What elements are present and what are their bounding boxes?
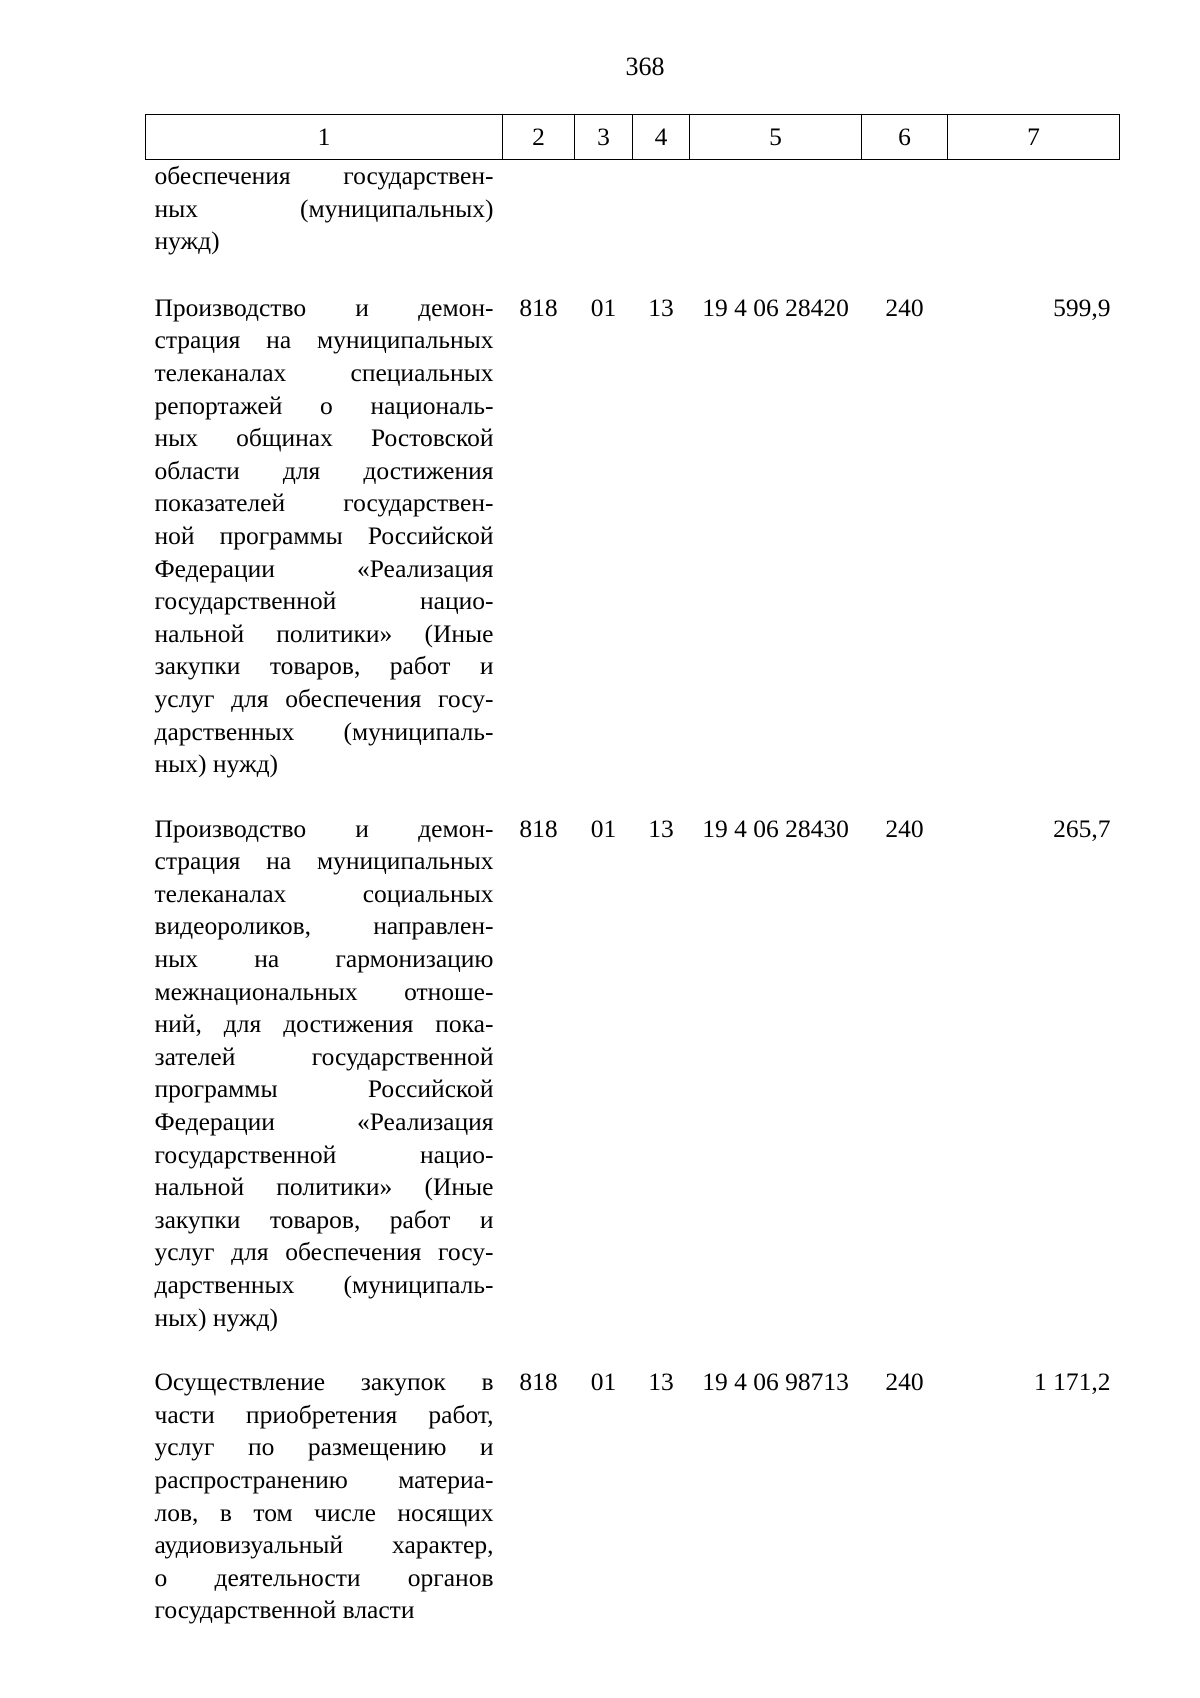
- subsection-code: 13: [648, 1367, 674, 1397]
- description-line: закупки товаров, работ и: [154, 1204, 494, 1234]
- description-line: распространению материа-: [154, 1464, 494, 1494]
- header-col-3: 3: [575, 115, 633, 160]
- description-line: Федерации «Реализация: [154, 553, 494, 583]
- description-line: услуг для обеспечения госу-: [154, 1237, 494, 1267]
- description-line: зателей государственной: [154, 1041, 494, 1071]
- section-code: 01: [590, 813, 617, 843]
- description-line: государственной власти: [154, 1595, 415, 1625]
- description-line: видеороликов, направлен-: [154, 911, 494, 941]
- expense-type-code: [862, 160, 948, 280]
- header-row: [146, 115, 1120, 160]
- subsection-code: 13: [648, 813, 674, 843]
- description-line: дарственных (муниципаль-: [154, 1270, 494, 1299]
- table-body: [146, 160, 1120, 1647]
- target-article-code: 19 4 06 28420: [702, 292, 849, 322]
- table-row: [146, 160, 1120, 280]
- subsection-code: [633, 160, 690, 280]
- row-description: [146, 801, 503, 1355]
- description-line: телеканалах специальных: [154, 357, 494, 387]
- expense-type-code: 240: [885, 292, 924, 322]
- section-code: [575, 160, 633, 280]
- description-line: услуг для обеспечения госу-: [154, 683, 494, 713]
- description-line: Федерации «Реализация: [154, 1107, 494, 1137]
- ministry-code: [503, 160, 575, 280]
- amount-value: 1 171,2: [1034, 1367, 1111, 1397]
- header-col-1: 1: [146, 115, 503, 160]
- description-line: нальной политики» (Иные: [154, 618, 494, 648]
- description-line: показателей государствен-: [154, 488, 494, 518]
- description-line: ных на гармонизацию: [154, 944, 494, 974]
- description-line: области для достижения: [154, 455, 494, 485]
- section-code: 01: [590, 1367, 617, 1397]
- amount-value: [948, 160, 1120, 280]
- description-line: страция на муниципальных: [154, 325, 494, 355]
- description-line: нужд): [154, 226, 220, 256]
- description-line: Осуществление закупок в: [154, 1367, 494, 1397]
- description-line: ной программы Российской: [154, 520, 494, 550]
- description-line: аудиовизуальный характер,: [154, 1530, 494, 1560]
- description-line: лов, в том числе носящих: [154, 1497, 494, 1527]
- target-article-code: 19 4 06 98713: [702, 1367, 849, 1397]
- description-line: программы Российской: [154, 1074, 494, 1104]
- expense-type-code: 240: [885, 813, 924, 843]
- target-article-code: [690, 160, 862, 280]
- amount-value: 599,9: [1053, 292, 1111, 322]
- description-line: нальной политики» (Иные: [154, 1172, 494, 1202]
- ministry-code: 818: [519, 292, 558, 322]
- row-description: [146, 160, 503, 280]
- table-row: [146, 280, 1120, 801]
- description-line: о деятельности органов: [154, 1562, 494, 1592]
- description-line: репортажей о националь-: [154, 390, 494, 420]
- description-line: закупки товаров, работ и: [154, 651, 494, 681]
- description-line: части приобретения работ,: [154, 1399, 494, 1429]
- ministry-code: 818: [519, 813, 558, 843]
- table-row: [146, 1354, 1120, 1647]
- page-number: 368: [625, 52, 665, 81]
- description-line: ных) нужд): [154, 749, 279, 779]
- description-line: ных общинах Ростовской: [154, 423, 494, 453]
- header-col-4: 4: [633, 115, 690, 160]
- description-line: услуг по размещению и: [154, 1432, 494, 1462]
- table-row: [146, 801, 1120, 1355]
- section-code: 01: [590, 292, 617, 322]
- description-line: телеканалах социальных: [154, 878, 494, 908]
- description-line: ных (муниципальных): [154, 193, 494, 223]
- table-header: [146, 115, 1120, 160]
- expense-type-code: 240: [885, 1367, 924, 1397]
- amount-value: 265,7: [1053, 813, 1111, 843]
- row-description: [146, 1354, 503, 1647]
- budget-table: [145, 114, 1120, 1647]
- description-line: ных) нужд): [154, 1302, 279, 1332]
- description-line: Производство и демон-: [154, 292, 494, 322]
- header-col-5: 5: [690, 115, 862, 160]
- description-line: межнациональных отноше-: [154, 976, 494, 1006]
- header-col-2: 2: [503, 115, 575, 160]
- ministry-code: 818: [519, 1367, 558, 1397]
- description-line: государственной нацио-: [154, 1139, 494, 1169]
- description-line: Производство и демон-: [154, 813, 494, 843]
- row-description: [146, 280, 503, 801]
- header-col-7: 7: [948, 115, 1120, 160]
- subsection-code: 13: [648, 292, 674, 322]
- description-line: страция на муниципальных: [154, 846, 494, 876]
- description-line: обеспечения государствен-: [154, 161, 494, 190]
- target-article-code: 19 4 06 28430: [702, 813, 849, 843]
- description-line: государственной нацио-: [154, 586, 494, 616]
- description-line: ний, для достижения пока-: [154, 1009, 494, 1039]
- description-line: дарственных (муниципаль-: [154, 716, 494, 746]
- header-col-6: 6: [862, 115, 948, 160]
